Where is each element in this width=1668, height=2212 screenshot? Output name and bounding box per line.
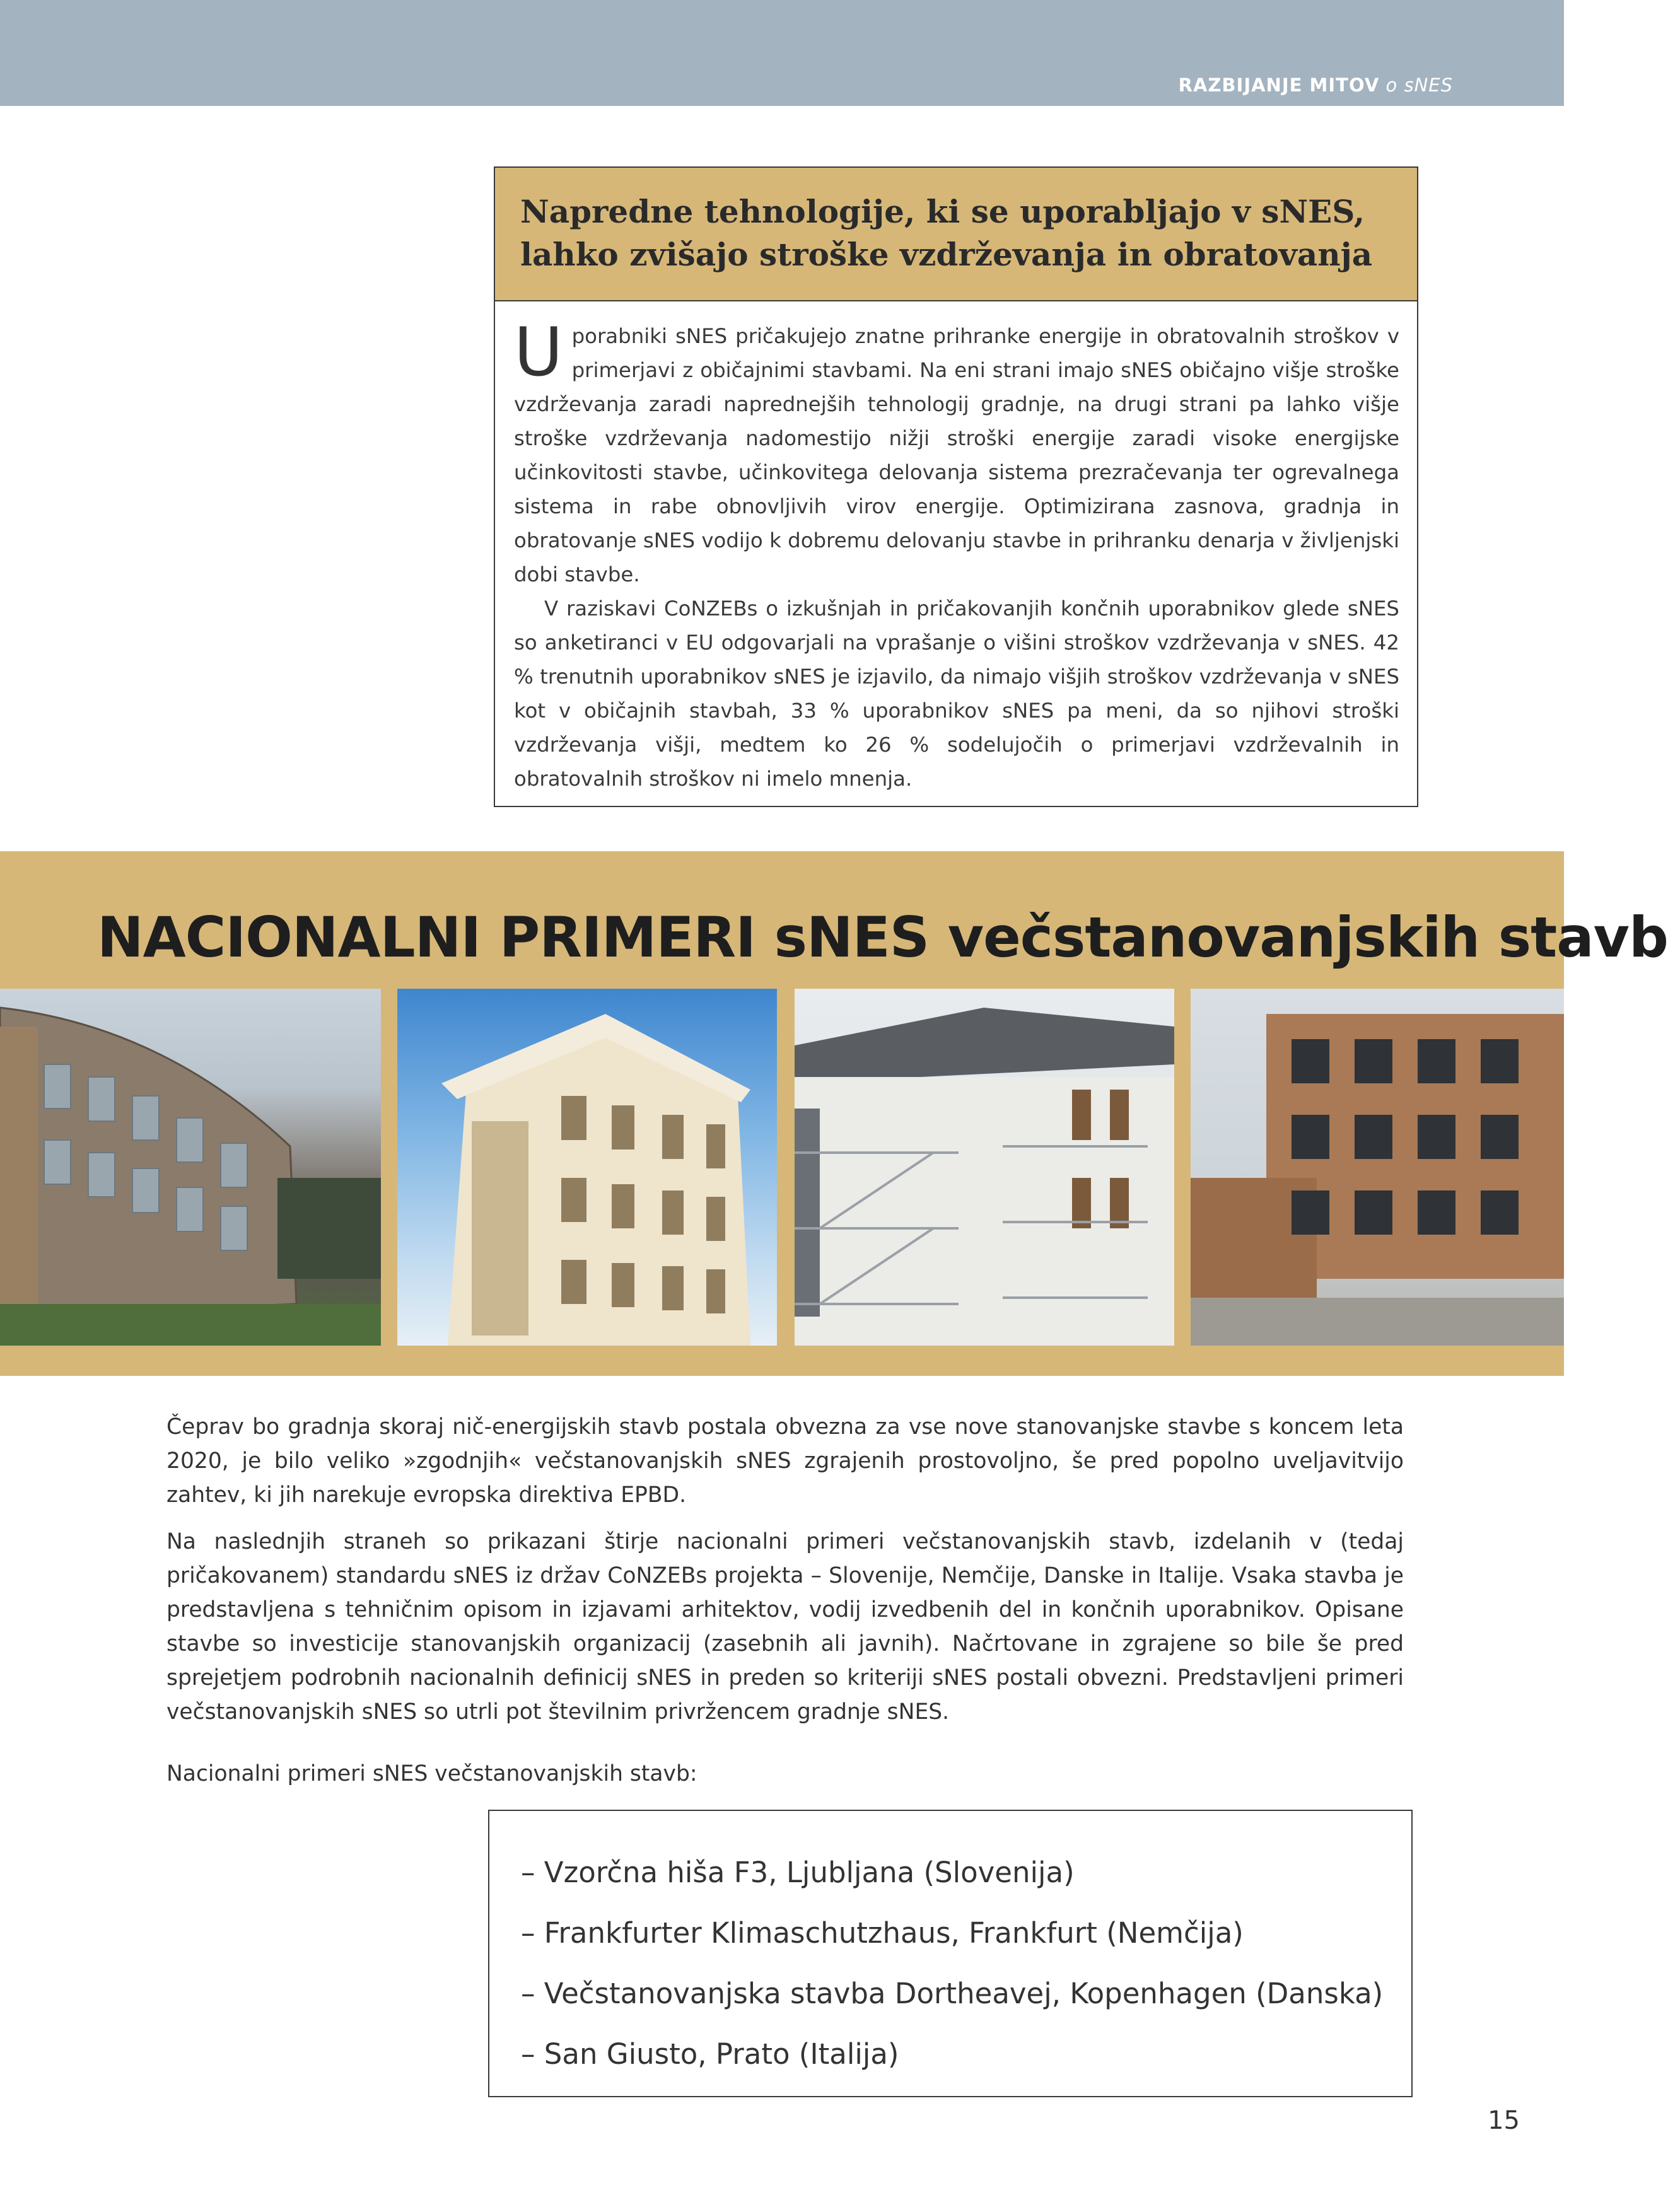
myth-paragraph-1 — [514, 313, 1399, 591]
examples-lead: Nacionalni primeri sNES večstanovanjskih stavb: — [166, 1761, 697, 1786]
examples-box — [488, 1810, 1413, 2097]
white-apartment-block-image — [397, 989, 777, 1346]
examples-list — [521, 1842, 1411, 2085]
myth-paragraph-2: V raziskavi CoNZEBs o izkušnjah in pričakovanjih končnih uporabnikov glede sNES so anketiranci v EU odgovarjali na vprašanje o višini stroškov vzdrževanja v sNES. 42 % trenutnih uporabnikov sNES je izjavilo, da nimajo višjih stroškov vzdrževanja v sNES kot v običajnih stavbah, 33 % uporabnikov sNES pa meni, da so njihovi stroški vzdrževanja višji, medtem ko 26 % sodelujočih o primerjavi vzdrževalnih in obratovalnih stroškov ni imelo mnenja. — [514, 597, 1399, 791]
list-item: – San Giusto, Prato (Italija) — [521, 2037, 899, 2071]
apartment-with-external-stairs-image — [795, 989, 1174, 1346]
wood-clad-apartment-block-image — [1191, 989, 1564, 1346]
section-title — [97, 903, 1668, 972]
intro-paragraph-2: Na naslednjih straneh so prikazani štirje nacionalni primeri večstanovanjskih stavb, izdelanih v (tedaj pričakovanem) standardu sNES iz držav CoNZEBs projekta – Slovenije, Nemčije, Danske in Italije. Vsaka stavba je predstavljena s tehničnim opisom in izjavami arhitektov, vodij izvedbenih del in končnih uporabnikov. Opisane stavbe so investicije stanovanjskih organizacij (zasebnih ali javnih). Načrtovane in zgrajene so bile še pred sprejetjem podrobnih nacionalnih definicij sNES in preden so kriteriji sNES postali obvezni. Predstavljeni primeri večstanovanjskih sNES so utrli pot številnim privržencem gradnje sNES. — [166, 1529, 1404, 1725]
section-title-rest: sNES večstanovanjskih stavb — [755, 905, 1668, 970]
list-item: – Vzorčna hiša F3, Ljubljana (Slovenija) — [521, 1856, 1075, 1889]
running-head — [1179, 74, 1453, 96]
section-title-bold: NACIONALNI PRIMERI — [97, 905, 755, 970]
list-item: – Večstanovanjska stavba Dortheavej, Kopenhagen (Danska) — [521, 1977, 1384, 2010]
page-number: 15 — [1488, 2106, 1520, 2135]
building-photo-4 — [1191, 989, 1564, 1346]
myth-body — [514, 313, 1399, 796]
myth-box — [494, 166, 1418, 807]
myth-box-header — [495, 168, 1417, 301]
building-photo-3 — [795, 989, 1174, 1346]
running-head-section: RAZBIJANJE MITOV — [1178, 74, 1380, 96]
building-photo-2 — [397, 989, 777, 1346]
building-photo-1 — [0, 989, 381, 1346]
drop-cap: U — [514, 313, 563, 391]
myth-paragraph-1-text: porabniki sNES pričakujejo znatne prihranke energije in obratovalnih stroškov v primerjavi z običajnimi stavbami. Na eni strani imajo sNES običajno višje stroške vzdrževanja zaradi naprednejših tehnologij gradnje, na drugi strani pa lahko višje stroške vzdrževanja nadomestijo nižji stroški energije zaradi visoke energijske učinkovitosti stavbe, učinkovitega delovanja sistema prezračevanja ter ogrevalnega sistema in rabe obnovljivih virov energije. Optimizirana zasnova, gradnja in obratovanje sNES vodijo k dobremu delovanju stavbe in prihranku denarja v življenjski dobi stavbe. — [514, 324, 1399, 586]
intro-paragraph-1: Čeprav bo gradnja skoraj nič-energijskih stavb postala obvezna za vse nove stanovanjske stavbe s koncem leta 2020, je bilo veliko »zgodnjih« večstanovanjskih sNES zgrajenih prostovoljno, še pred popolno uveljavitvijo zahtev, ki jih narekuje evropska direktiva EPBD. — [166, 1414, 1404, 1508]
running-head-topic: o sNES — [1385, 74, 1453, 96]
curved-wooden-facade-image — [0, 989, 381, 1346]
myth-title: Napredne tehnologije, ki se uporabljajo v sNES, lahko zvišajo stroške vzdrževanja in obratovanja — [520, 193, 1373, 273]
list-item: – Frankfurter Klimaschutzhaus, Frankfurt (Nemčija) — [521, 1916, 1244, 1950]
